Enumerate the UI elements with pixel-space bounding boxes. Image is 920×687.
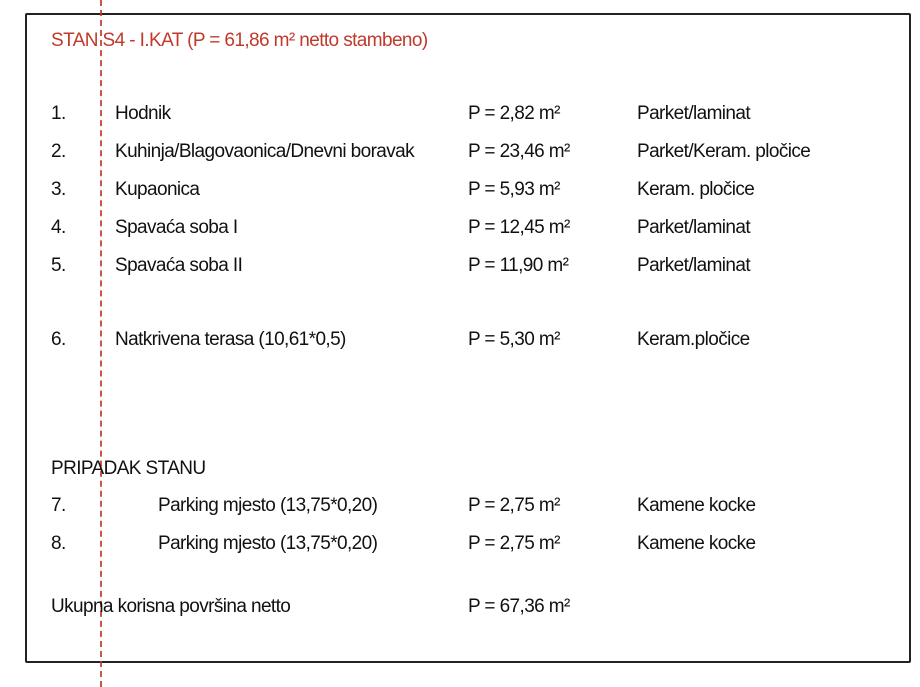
room-material: Keram.pločice xyxy=(637,329,750,350)
room-number: 5. xyxy=(51,255,66,276)
room-number: 4. xyxy=(51,217,66,238)
room-material: Parket/laminat xyxy=(637,103,751,124)
room-row xyxy=(0,255,920,285)
item-area: P = 2,75 m² xyxy=(468,533,560,554)
room-name: Spavaća soba I xyxy=(115,217,238,238)
room-area: P = 2,82 m² xyxy=(468,103,560,124)
item-number: 7. xyxy=(51,495,66,516)
room-row xyxy=(0,141,920,171)
room-material: Keram. pločice xyxy=(637,179,755,200)
total-label: Ukupna korisna površina netto xyxy=(51,596,291,617)
room-number: 3. xyxy=(51,179,66,200)
item-area: P = 2,75 m² xyxy=(468,495,560,516)
item-name: Parking mjesto (13,75*0,20) xyxy=(158,495,378,516)
room-area: P = 23,46 m² xyxy=(468,141,570,162)
room-row xyxy=(0,179,920,209)
parking-row xyxy=(0,533,920,563)
room-material: Parket/Keram. pločice xyxy=(637,141,811,162)
apartment-title: STAN S4 - I.KAT (P = 61,86 m² netto stambeno) xyxy=(51,30,428,51)
room-area: P = 11,90 m² xyxy=(468,255,569,276)
room-area: P = 12,45 m² xyxy=(468,217,570,238)
room-area: P = 5,30 m² xyxy=(468,329,560,350)
item-material: Kamene kocke xyxy=(637,533,756,554)
room-name: Natkrivena terasa (10,61*0,5) xyxy=(115,329,346,350)
room-number: 6. xyxy=(51,329,66,350)
room-row xyxy=(0,217,920,247)
room-row xyxy=(0,103,920,133)
appurtenance-heading: PRIPADAK STANU xyxy=(51,458,206,479)
room-name: Kupaonica xyxy=(115,179,200,200)
room-number: 2. xyxy=(51,141,66,162)
total-area: P = 67,36 m² xyxy=(468,596,570,617)
item-name: Parking mjesto (13,75*0,20) xyxy=(158,533,378,554)
room-material: Parket/laminat xyxy=(637,255,751,276)
room-name: Hodnik xyxy=(115,103,171,124)
room-material: Parket/laminat xyxy=(637,217,751,238)
room-name: Spavaća soba II xyxy=(115,255,243,276)
item-material: Kamene kocke xyxy=(637,495,756,516)
item-number: 8. xyxy=(51,533,66,554)
room-name: Kuhinja/Blagovaonica/Dnevni boravak xyxy=(115,141,415,162)
room-area: P = 5,93 m² xyxy=(468,179,560,200)
room-row xyxy=(0,329,920,359)
parking-row xyxy=(0,495,920,525)
room-number: 1. xyxy=(51,103,66,124)
